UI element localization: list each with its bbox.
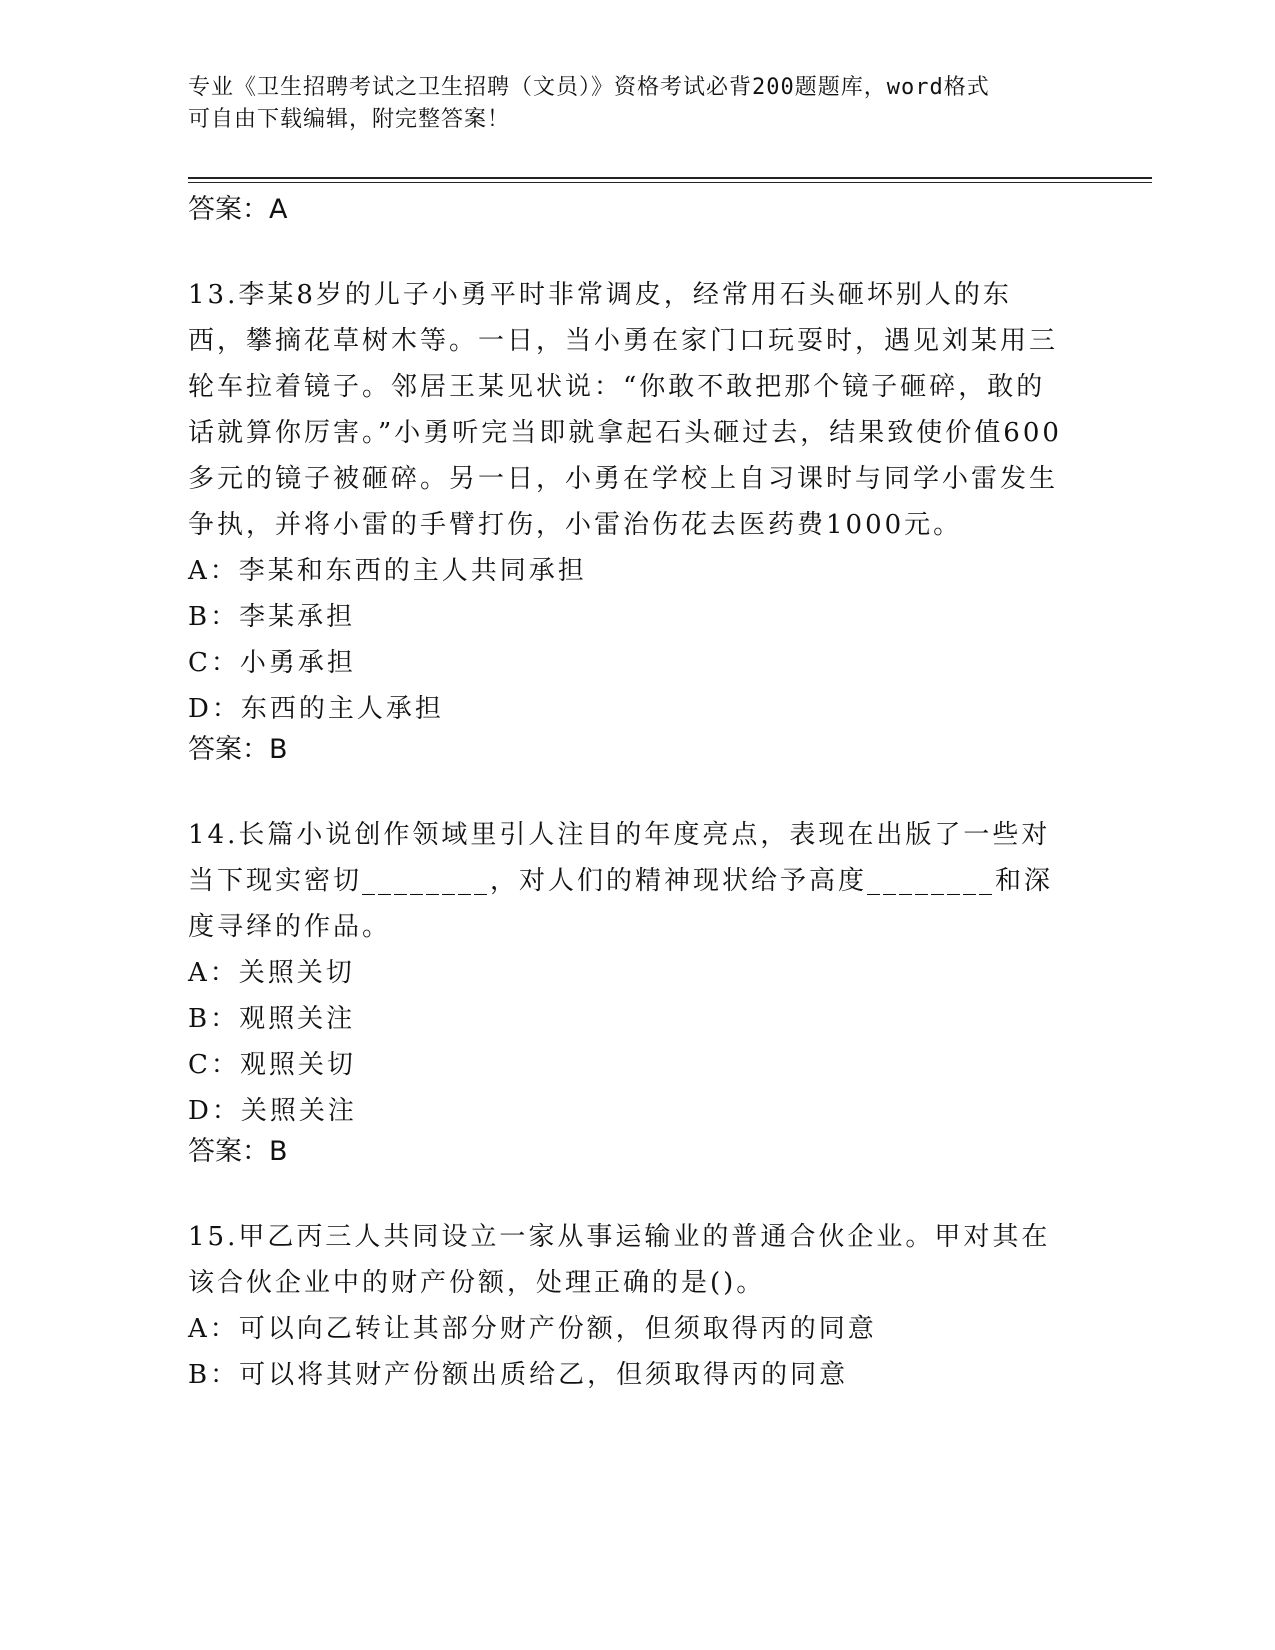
option-c: C：观照关切 <box>188 1050 356 1080</box>
header-line-2: 可自由下载编辑，附完整答案！ <box>188 107 511 132</box>
document-header <box>188 72 1068 136</box>
header-line-1: 专业《卫生招聘考试之卫生招聘（文员）》资格考试必背200题题库，word格式 <box>188 75 990 100</box>
answer-line: 答案：A <box>188 194 288 225</box>
option-b: B：可以将其财产份额出质给乙，但须取得丙的同意 <box>188 1360 849 1390</box>
option-b: B：观照关注 <box>188 1004 356 1034</box>
option-d: D：关照关注 <box>188 1096 357 1126</box>
answer-line: 答案：B <box>188 1136 288 1167</box>
question-text: 13.李某8岁的儿子小勇平时非常调皮，经常用石头砸坏别人的东西，攀摘花草树木等。一日，当小勇在家门口玩耍时，遇见刘某用三轮车拉着镜子。邻居王某见状说：“你敢不敢把那个镜子砸碎，敢的话就算你厉害。”小勇听完当即就拿起石头砸过去，结果致使价值600多元的镜子被砸碎。另一日，小勇在学校上自习课时与同学小雷发生争执，并将小雷的手臂打伤，小雷治伤花去医药费1000元。 <box>188 280 1062 540</box>
question-block-13 <box>188 272 1088 768</box>
question-text: 15.甲乙丙三人共同设立一家从事运输业的普通合伙企业。甲对其在该合伙企业中的财产份额，处理正确的是()。 <box>188 1222 1051 1298</box>
option-a: A：关照关切 <box>188 958 355 988</box>
option-d: D：东西的主人承担 <box>188 694 444 724</box>
question-block-14 <box>188 812 1088 1170</box>
option-a: A：李某和东西的主人共同承担 <box>188 556 587 586</box>
question-text: 14.长篇小说创作领域里引人注目的年度亮点，表现在出版了一些对当下现实密切________，对人们的精神现状给予高度________和深度寻绎的作品。 <box>188 820 1054 942</box>
header-divider-thick <box>188 177 1152 179</box>
option-b: B：李某承担 <box>188 602 356 632</box>
document-body <box>188 192 1088 1398</box>
question-block-15 <box>188 1214 1088 1398</box>
option-c: C：小勇承担 <box>188 648 356 678</box>
header-divider-thin <box>188 182 1152 183</box>
option-a: A：可以向乙转让其部分财产份额，但须取得丙的同意 <box>188 1314 877 1344</box>
answer-line: 答案：B <box>188 734 288 765</box>
